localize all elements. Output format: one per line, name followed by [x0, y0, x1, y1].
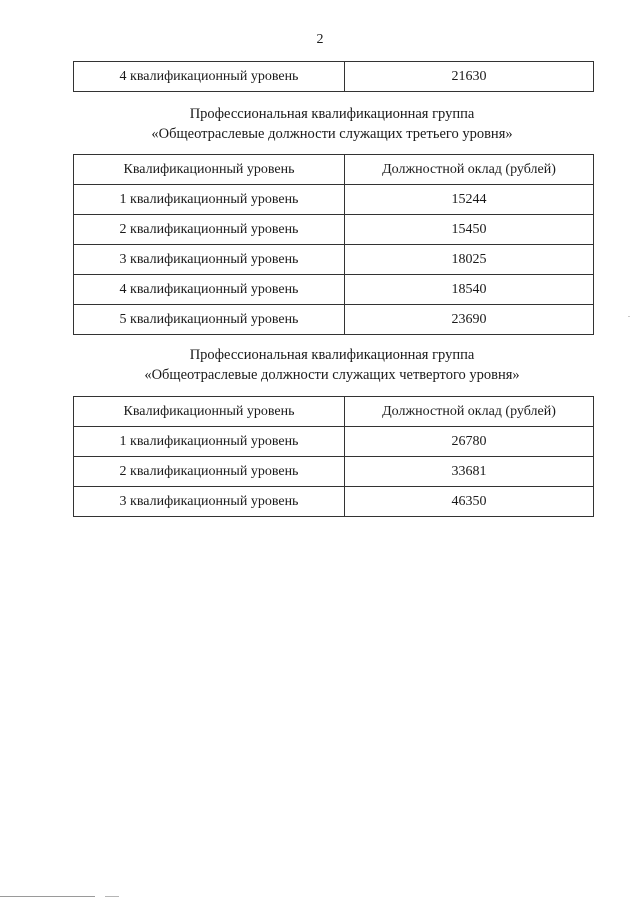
level-cell: 2 квалификационный уровень	[74, 215, 345, 245]
scan-artifact-line	[0, 896, 95, 897]
level-cell: 2 квалификационный уровень	[74, 457, 345, 487]
header-salary-cell: Должностной оклад (рублей)	[345, 397, 594, 427]
level-cell: 1 квалификационный уровень	[74, 185, 345, 215]
level-cell: 4 квалификационный уровень	[74, 62, 345, 92]
salary-cell: 18025	[345, 245, 594, 275]
scan-artifact-dot	[628, 316, 630, 317]
table-row	[74, 487, 594, 517]
level-cell: 3 квалификационный уровень	[74, 245, 345, 275]
continuation-table	[73, 61, 594, 92]
salary-cell: 46350	[345, 487, 594, 517]
group-heading-fourth-level	[0, 345, 640, 385]
table-row	[74, 427, 594, 457]
salary-cell: 26780	[345, 427, 594, 457]
salary-cell: 21630	[345, 62, 594, 92]
page-number: 2	[316, 32, 324, 47]
level-cell: 3 квалификационный уровень	[74, 487, 345, 517]
salary-cell: 33681	[345, 457, 594, 487]
salary-table-fourth-level	[73, 396, 594, 517]
table-row	[74, 215, 594, 245]
salary-cell: 18540	[345, 275, 594, 305]
scan-artifact-line	[105, 896, 119, 897]
group-heading-line2: «Общеотраслевые должности служащих третьего уровня»	[151, 126, 513, 142]
header-level-cell: Квалификационный уровень	[74, 155, 345, 185]
table-row	[74, 62, 594, 92]
table-row	[74, 457, 594, 487]
level-cell: 1 квалификационный уровень	[74, 427, 345, 457]
salary-table-third-level	[73, 154, 594, 335]
group-heading-third-level	[0, 104, 640, 144]
salary-cell: 15450	[345, 215, 594, 245]
salary-cell: 23690	[345, 305, 594, 335]
table-row	[74, 305, 594, 335]
salary-cell: 15244	[345, 185, 594, 215]
group-heading-line1: Профессиональная квалификационная группа	[189, 106, 475, 122]
table-row	[74, 185, 594, 215]
table-header-row	[74, 397, 594, 427]
table-row	[74, 245, 594, 275]
level-cell: 5 квалификационный уровень	[74, 305, 345, 335]
group-heading-line1: Профессиональная квалификационная группа	[189, 347, 475, 363]
table-row	[74, 275, 594, 305]
header-level-cell: Квалификационный уровень	[74, 397, 345, 427]
group-heading-line2: «Общеотраслевые должности служащих четвертого уровня»	[144, 367, 520, 383]
header-salary-cell: Должностной оклад (рублей)	[345, 155, 594, 185]
table-header-row	[74, 155, 594, 185]
level-cell: 4 квалификационный уровень	[74, 275, 345, 305]
